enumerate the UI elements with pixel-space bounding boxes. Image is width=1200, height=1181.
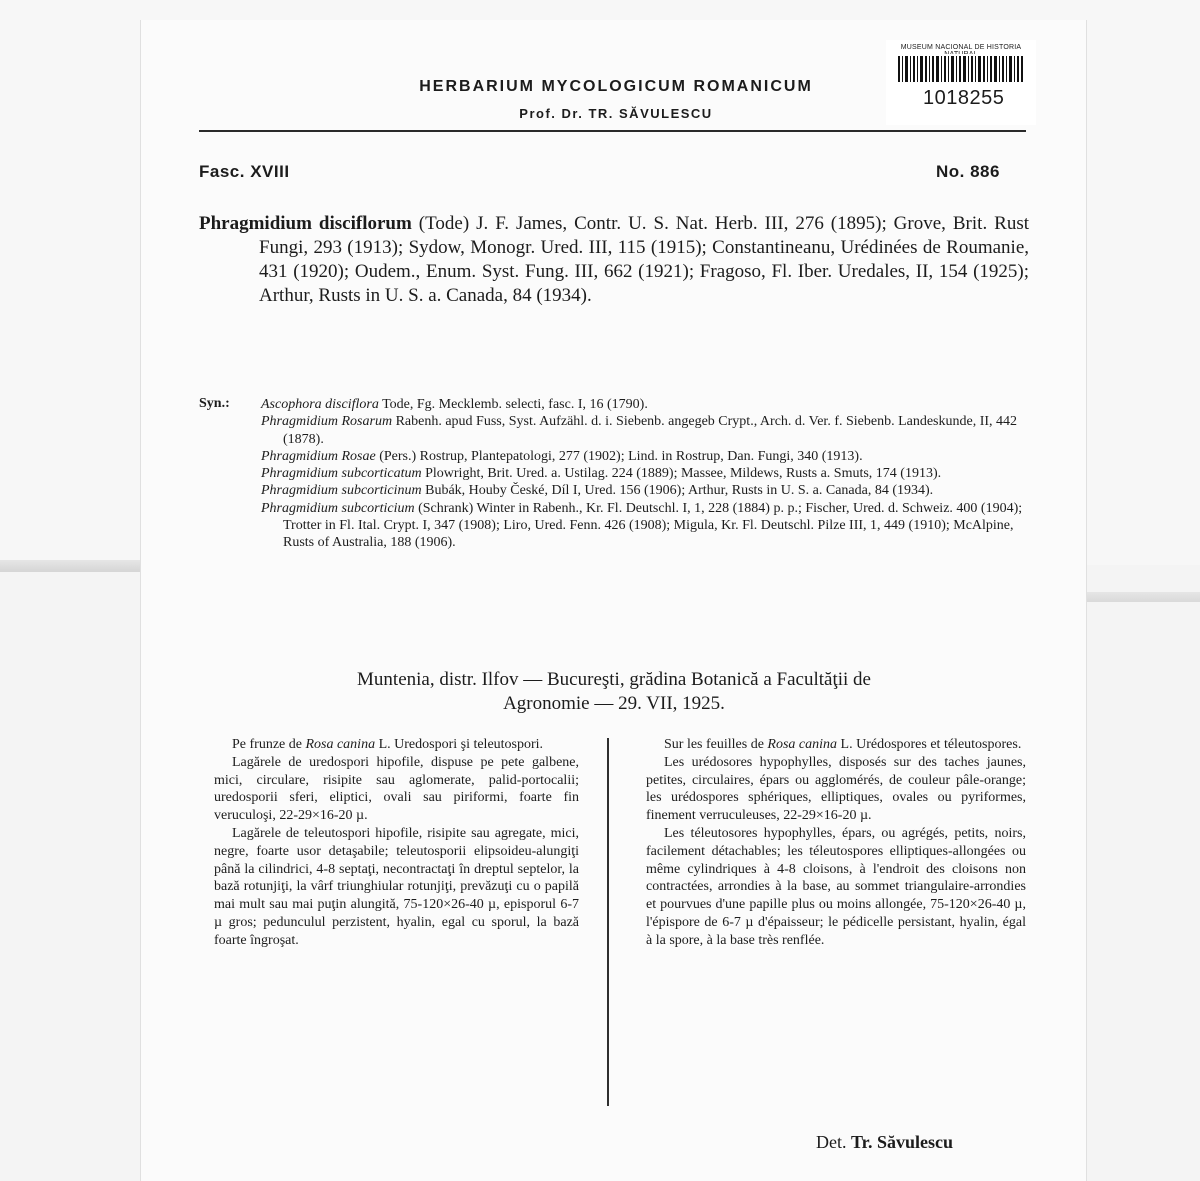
- synonym-name: Phragmidium subcorticatum: [261, 466, 422, 482]
- synonym-entry: [261, 448, 1031, 465]
- locality-line-1: Muntenia, distr. Ilfov — Bucureşti, grădina Botanică a Facultăţii de: [357, 669, 871, 690]
- description-french: [646, 736, 1026, 950]
- synonym-name: Phragmidium Rosae: [261, 448, 376, 464]
- synonym-citation: (Pers.) Rostrup, Plantepatologi, 277 (1902); Lind. in Rostrup, Dan. Fungi, 340 (1913).: [379, 448, 863, 464]
- species-name: Phragmidium disciflorum: [199, 213, 412, 234]
- romanian-host-suffix: L. Uredospori şi teleutospori.: [378, 737, 544, 752]
- header-subtitle: Prof. Dr. TR. SĂVULESCU: [519, 106, 713, 121]
- french-host-prefix: Sur les feuilles de: [664, 737, 764, 752]
- synonym-entry: [261, 500, 1031, 552]
- herbarium-label-sheet: [140, 20, 1087, 1181]
- romanian-uredo-paragraph: Lagărele de uredospori hipofile, dispuse pe pete galbene, mici, circulare, risipite sau aglomerate, palid-portocalii; uredosporii sferi, eliptici, ovali sau piriformi, foarte fin veruculoşi, 22-29×16-20 µ.: [214, 754, 579, 824]
- synonym-entry: [261, 413, 1031, 448]
- romanian-teleuto-paragraph: Lagărele de teleutospori hipofile, risipite sau agregate, mici, negre, foarte usor detaşabile; teleutosporii elipsoideu-alungiţi până la cilindrici, 4-8 septaţi, necontractaţi în dreptul septelor, la bază rotunjiţi, la vârf triunghiular rotunjiţi, prevăzuţi cu o papilă mai mult sau mai puţin alungită, 75-120×26-40 µ, episporul 6-7 µ gros; pedunculul perzistent, hyalin, egal cu sporul, la bază foarte îngroşat.: [214, 825, 579, 948]
- french-teleuto-paragraph: Les téleutosores hypophylles, épars, ou agrégés, petits, noirs, facilement détachables; les téleutospores elliptiques-allongées ou même cylindriques à 4-8 cloisons, à l'endroit des cloisons non contractées, arrondies à la base, au sommet triangulaire-arrondies et pourvues d'une papille plus ou moins allongée, 75-120×26-40 µ, l'épispore de 6-7 µ d'épaisseur; le pédicelle persistant, hyalin, égal à la spore, à la base très renflée.: [646, 825, 1026, 948]
- barcode-icon: [896, 54, 1026, 84]
- locality-line-2: Agronomie — 29. VII, 1925.: [503, 693, 725, 714]
- locality: [199, 668, 1029, 716]
- background-shadow-left: [0, 560, 140, 572]
- specimen-number: No. 886: [936, 162, 1000, 181]
- french-uredo-paragraph: Les urédosores hypophylles, disposés sur des taches jaunes, petites, circulaires, épars ou agglomérés, de couleur pâle-orange; les urédospores sphériques, elliptiques, ovales ou pyriformes, finement verruculeuses, 22-29×16-20 µ.: [646, 754, 1026, 824]
- synonym-name: Phragmidium subcorticinum: [261, 483, 422, 499]
- synonym-name: Phragmidium subcorticium: [261, 500, 415, 516]
- determiner-line: [816, 1132, 953, 1153]
- barcode-number: 1018255: [923, 87, 1005, 109]
- synonym-entry: [261, 465, 1031, 482]
- fascicle-label: Fasc. XVIII: [199, 162, 290, 181]
- determiner-name: Tr. Săvulescu: [851, 1132, 954, 1152]
- header-divider: [199, 130, 1026, 132]
- description-romanian: [214, 736, 579, 950]
- romanian-host: [214, 736, 579, 754]
- species-citation: (Tode) J. F. James, Contr. U. S. Nat. Herb. III, 276 (1895); Grove, Brit. Rust Fungi, 293 (1913); Sydow, Monogr. Ured. III, 115 (1915); Constantineanu, Urédinées de Roumanie, 431 (1920); Oudem., Enum. Syst. Fung. III, 662 (1921); Fragoso, Fl. Iber. Uredales, II, 154 (1925); Arthur, Rusts in U. S. a. Canada, 84 (1934).: [259, 213, 1029, 306]
- background-shadow-right: [1085, 592, 1200, 602]
- french-host-suffix: L. Urédospores et téleutospores.: [840, 737, 1022, 752]
- species-paragraph: [199, 212, 1029, 308]
- determiner-prefix: Det.: [816, 1132, 847, 1152]
- synonym-citation: (Schrank) Winter in Rabenh., Kr. Fl. Deutschl. I, 1, 228 (1884) p. p.; Fischer, Ured. d. Schweiz. 400 (1904); Trotter in Fl. Ital. Crypt. I, 347 (1908); Liro, Ured. Fenn. 426 (1908); Migula, Kr. Fl. Deutschl. Pilze III, 1, 449 (1910); McAlpine, Rusts of Australia, 188 (1906).: [283, 500, 1023, 551]
- barcode-institution-text: MUSEUM NACIONAL DE HISTORIA: [900, 44, 1022, 51]
- romanian-host-prefix: Pe frunze de: [232, 737, 302, 752]
- synonyms-label: Syn.:: [199, 396, 230, 411]
- header-title: HERBARIUM MYCOLOGICUM ROMANICUM: [419, 78, 813, 95]
- synonym-entry: [261, 396, 1031, 413]
- french-host-name: Rosa canina: [767, 737, 838, 752]
- synonym-citation: Tode, Fg. Mecklemb. selecti, fasc. I, 16 (1790).: [382, 397, 648, 412]
- column-divider: [607, 738, 609, 1106]
- synonym-citation: Bubák, Houby České, Díl I, Ured. 156 (1906); Arthur, Rusts in U. S. a. Canada, 84 (1934).: [425, 483, 934, 499]
- romanian-host-name: Rosa canina: [305, 737, 376, 752]
- synonym-citation: Plowright, Brit. Ured. a. Ustilag. 224 (1889); Massee, Mildews, Rusts a. Smuts, 174 (1913).: [425, 466, 942, 482]
- french-host: [646, 736, 1026, 754]
- synonyms-list: [261, 396, 1031, 552]
- synonym-entry: [261, 482, 1031, 499]
- synonym-citation: Rabenh. apud Fuss, Syst. Aufzähl. d. i. Siebenb. angegeb Crypt., Arch. d. Ver. f. Siebenb. Landeskunde, II, 442 (1878).: [283, 414, 1018, 447]
- synonym-name: Ascophora disciflora: [261, 397, 379, 412]
- synonym-name: Phragmidium Rosarum: [261, 414, 393, 430]
